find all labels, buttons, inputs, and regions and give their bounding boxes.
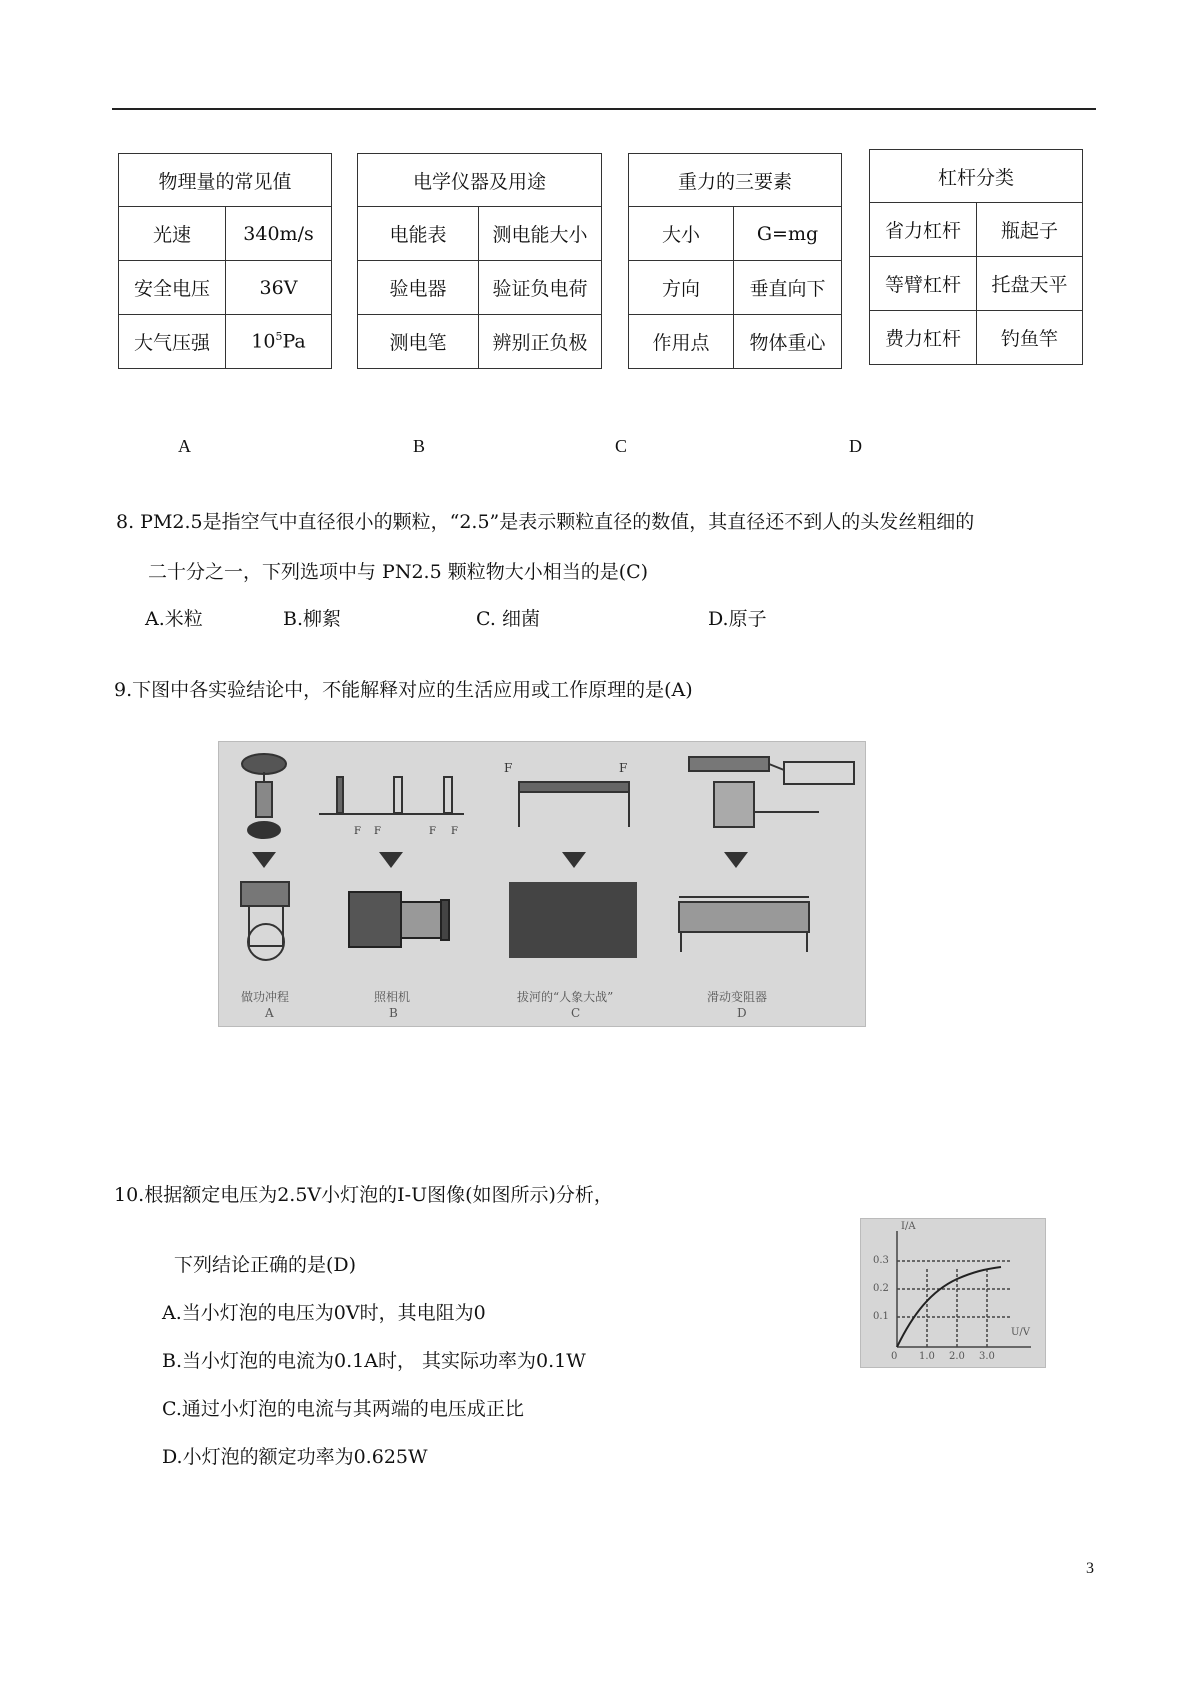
option-label-c: C: [615, 436, 628, 456]
table-a-r1c2: 340m/s: [226, 207, 332, 261]
table-b-r1c1: 电能表: [358, 207, 479, 261]
experiment-a-icon: [242, 754, 286, 838]
caption-d: 滑动变阻器: [707, 990, 768, 1004]
rheostat-icon: [679, 897, 809, 952]
camera-icon: [349, 892, 449, 947]
svg-text:F: F: [429, 826, 436, 837]
q9-figure-drawing: [219, 742, 865, 1026]
arrow-a-icon: [252, 852, 276, 868]
table-a-r3c1: 大气压强: [119, 315, 226, 369]
experiment-c-icon: [504, 761, 629, 827]
caption-c: 拔河的“人象大战”: [517, 990, 614, 1004]
table-b-r3c2: 辨别正负极: [479, 315, 602, 369]
iu-xtick-0: 0: [891, 1351, 898, 1362]
q10-option-c: C.通过小灯泡的电流与其两端的电压成正比: [162, 1398, 524, 1420]
table-d-r2c1: 等臂杠杆: [870, 257, 977, 311]
figure-letter-b: B: [389, 1006, 398, 1020]
q8-line1: 8. PM2.5是指空气中直径很小的颗粒，“2.5”是表示颗粒直径的数值，其直径还不到人的头发丝粗细的: [116, 511, 975, 533]
table-d-r1c2: 瓶起子: [977, 203, 1083, 257]
q10-option-a: A.当小灯泡的电压为0V时，其电阻为0: [162, 1302, 486, 1324]
iu-ytick-03: 0.3: [873, 1255, 889, 1266]
q8-option-b: B.柳絮: [283, 608, 342, 630]
table-c-header: 重力的三要素: [629, 154, 842, 207]
q8-option-c: C. 细菌: [476, 608, 540, 630]
iu-xtick-3: 3.0: [979, 1351, 995, 1362]
pressure-unit: Pa: [282, 330, 306, 353]
table-c: [628, 153, 842, 369]
table-c-r2c1: 方向: [629, 261, 734, 315]
iu-xtick-1: 1.0: [919, 1351, 935, 1362]
table-d-header: 杠杆分类: [870, 150, 1083, 203]
caption-b: 照相机: [374, 990, 411, 1004]
engine-piston-icon: [241, 882, 289, 960]
q8-option-d: D.原子: [708, 608, 767, 630]
q10-prompt: 下列结论正确的是(D): [174, 1254, 357, 1276]
arrow-b-icon: [379, 852, 403, 868]
table-b-r3c1: 测电笔: [358, 315, 479, 369]
tug-of-war-photo: [509, 882, 637, 958]
svg-text:F: F: [354, 826, 361, 837]
pressure-base: 10: [251, 330, 276, 353]
q10-option-b: B.当小灯泡的电流为0.1A时， 其实际功率为0.1W: [162, 1350, 586, 1372]
arrow-d-icon: [724, 852, 748, 868]
svg-text:F: F: [619, 761, 628, 775]
iu-ylabel: I/A: [901, 1221, 916, 1232]
table-a-r3c2: [226, 315, 332, 369]
table-c-r3c2: 物体重心: [734, 315, 842, 369]
q8-line2: 二十分之一，下列选项中与 PN2.5 颗粒物大小相当的是(C): [148, 561, 649, 583]
figure-letter-d: D: [737, 1006, 747, 1020]
table-a-header: 物理量的常见值: [119, 154, 332, 207]
figure-letter-a: A: [265, 1006, 274, 1020]
header-rule: [112, 108, 1096, 110]
experiment-d-icon: [689, 757, 854, 827]
q9-text: 9.下图中各实验结论中，不能解释对应的生活应用或工作原理的是(A): [114, 679, 693, 701]
caption-a: 做功冲程: [241, 990, 290, 1004]
q8-option-a: A.米粒: [145, 608, 203, 630]
table-c-r1c2: G=mg: [734, 207, 842, 261]
table-b-header: 电学仪器及用途: [358, 154, 602, 207]
table-c-r1c1: 大小: [629, 207, 734, 261]
svg-text:F: F: [451, 826, 458, 837]
table-a: [118, 153, 332, 369]
iu-xlabel: U/V: [1011, 1327, 1031, 1338]
table-b-r1c2: 测电能大小: [479, 207, 602, 261]
table-a-r2c2: 36V: [226, 261, 332, 315]
table-d-r1c1: 省力杠杆: [870, 203, 977, 257]
iu-ytick-02: 0.2: [873, 1283, 889, 1294]
table-c-r3c1: 作用点: [629, 315, 734, 369]
table-d: [869, 149, 1083, 365]
svg-text:F: F: [374, 826, 381, 837]
q10-text: 10.根据额定电压为2.5V小灯泡的I-U图像(如图所示)分析，: [114, 1184, 613, 1206]
table-d-r3c1: 费力杠杆: [870, 311, 977, 365]
iu-xtick-2: 2.0: [949, 1351, 965, 1362]
table-d-r3c2: 钓鱼竿: [977, 311, 1083, 365]
svg-text:F: F: [504, 761, 513, 775]
table-b: [357, 153, 602, 369]
option-label-a: A: [178, 436, 191, 456]
page-number: 3: [1086, 1560, 1094, 1577]
q9-figure: [218, 741, 866, 1027]
table-d-r2c2: 托盘天平: [977, 257, 1083, 311]
pressure-exponent: 5: [275, 330, 283, 344]
experiment-b-icon: [319, 777, 464, 837]
iu-graph: [860, 1218, 1046, 1368]
q10-option-d: D.小灯泡的额定功率为0.625W: [162, 1446, 428, 1468]
option-label-d: D: [849, 436, 862, 456]
arrow-c-icon: [562, 852, 586, 868]
table-c-r2c2: 垂直向下: [734, 261, 842, 315]
table-a-r2c1: 安全电压: [119, 261, 226, 315]
table-a-r1c1: 光速: [119, 207, 226, 261]
iu-ytick-01: 0.1: [873, 1311, 889, 1322]
table-b-r2c1: 验电器: [358, 261, 479, 315]
table-b-r2c2: 验证负电荷: [479, 261, 602, 315]
option-label-b: B: [413, 436, 426, 456]
figure-letter-c: C: [571, 1006, 581, 1020]
